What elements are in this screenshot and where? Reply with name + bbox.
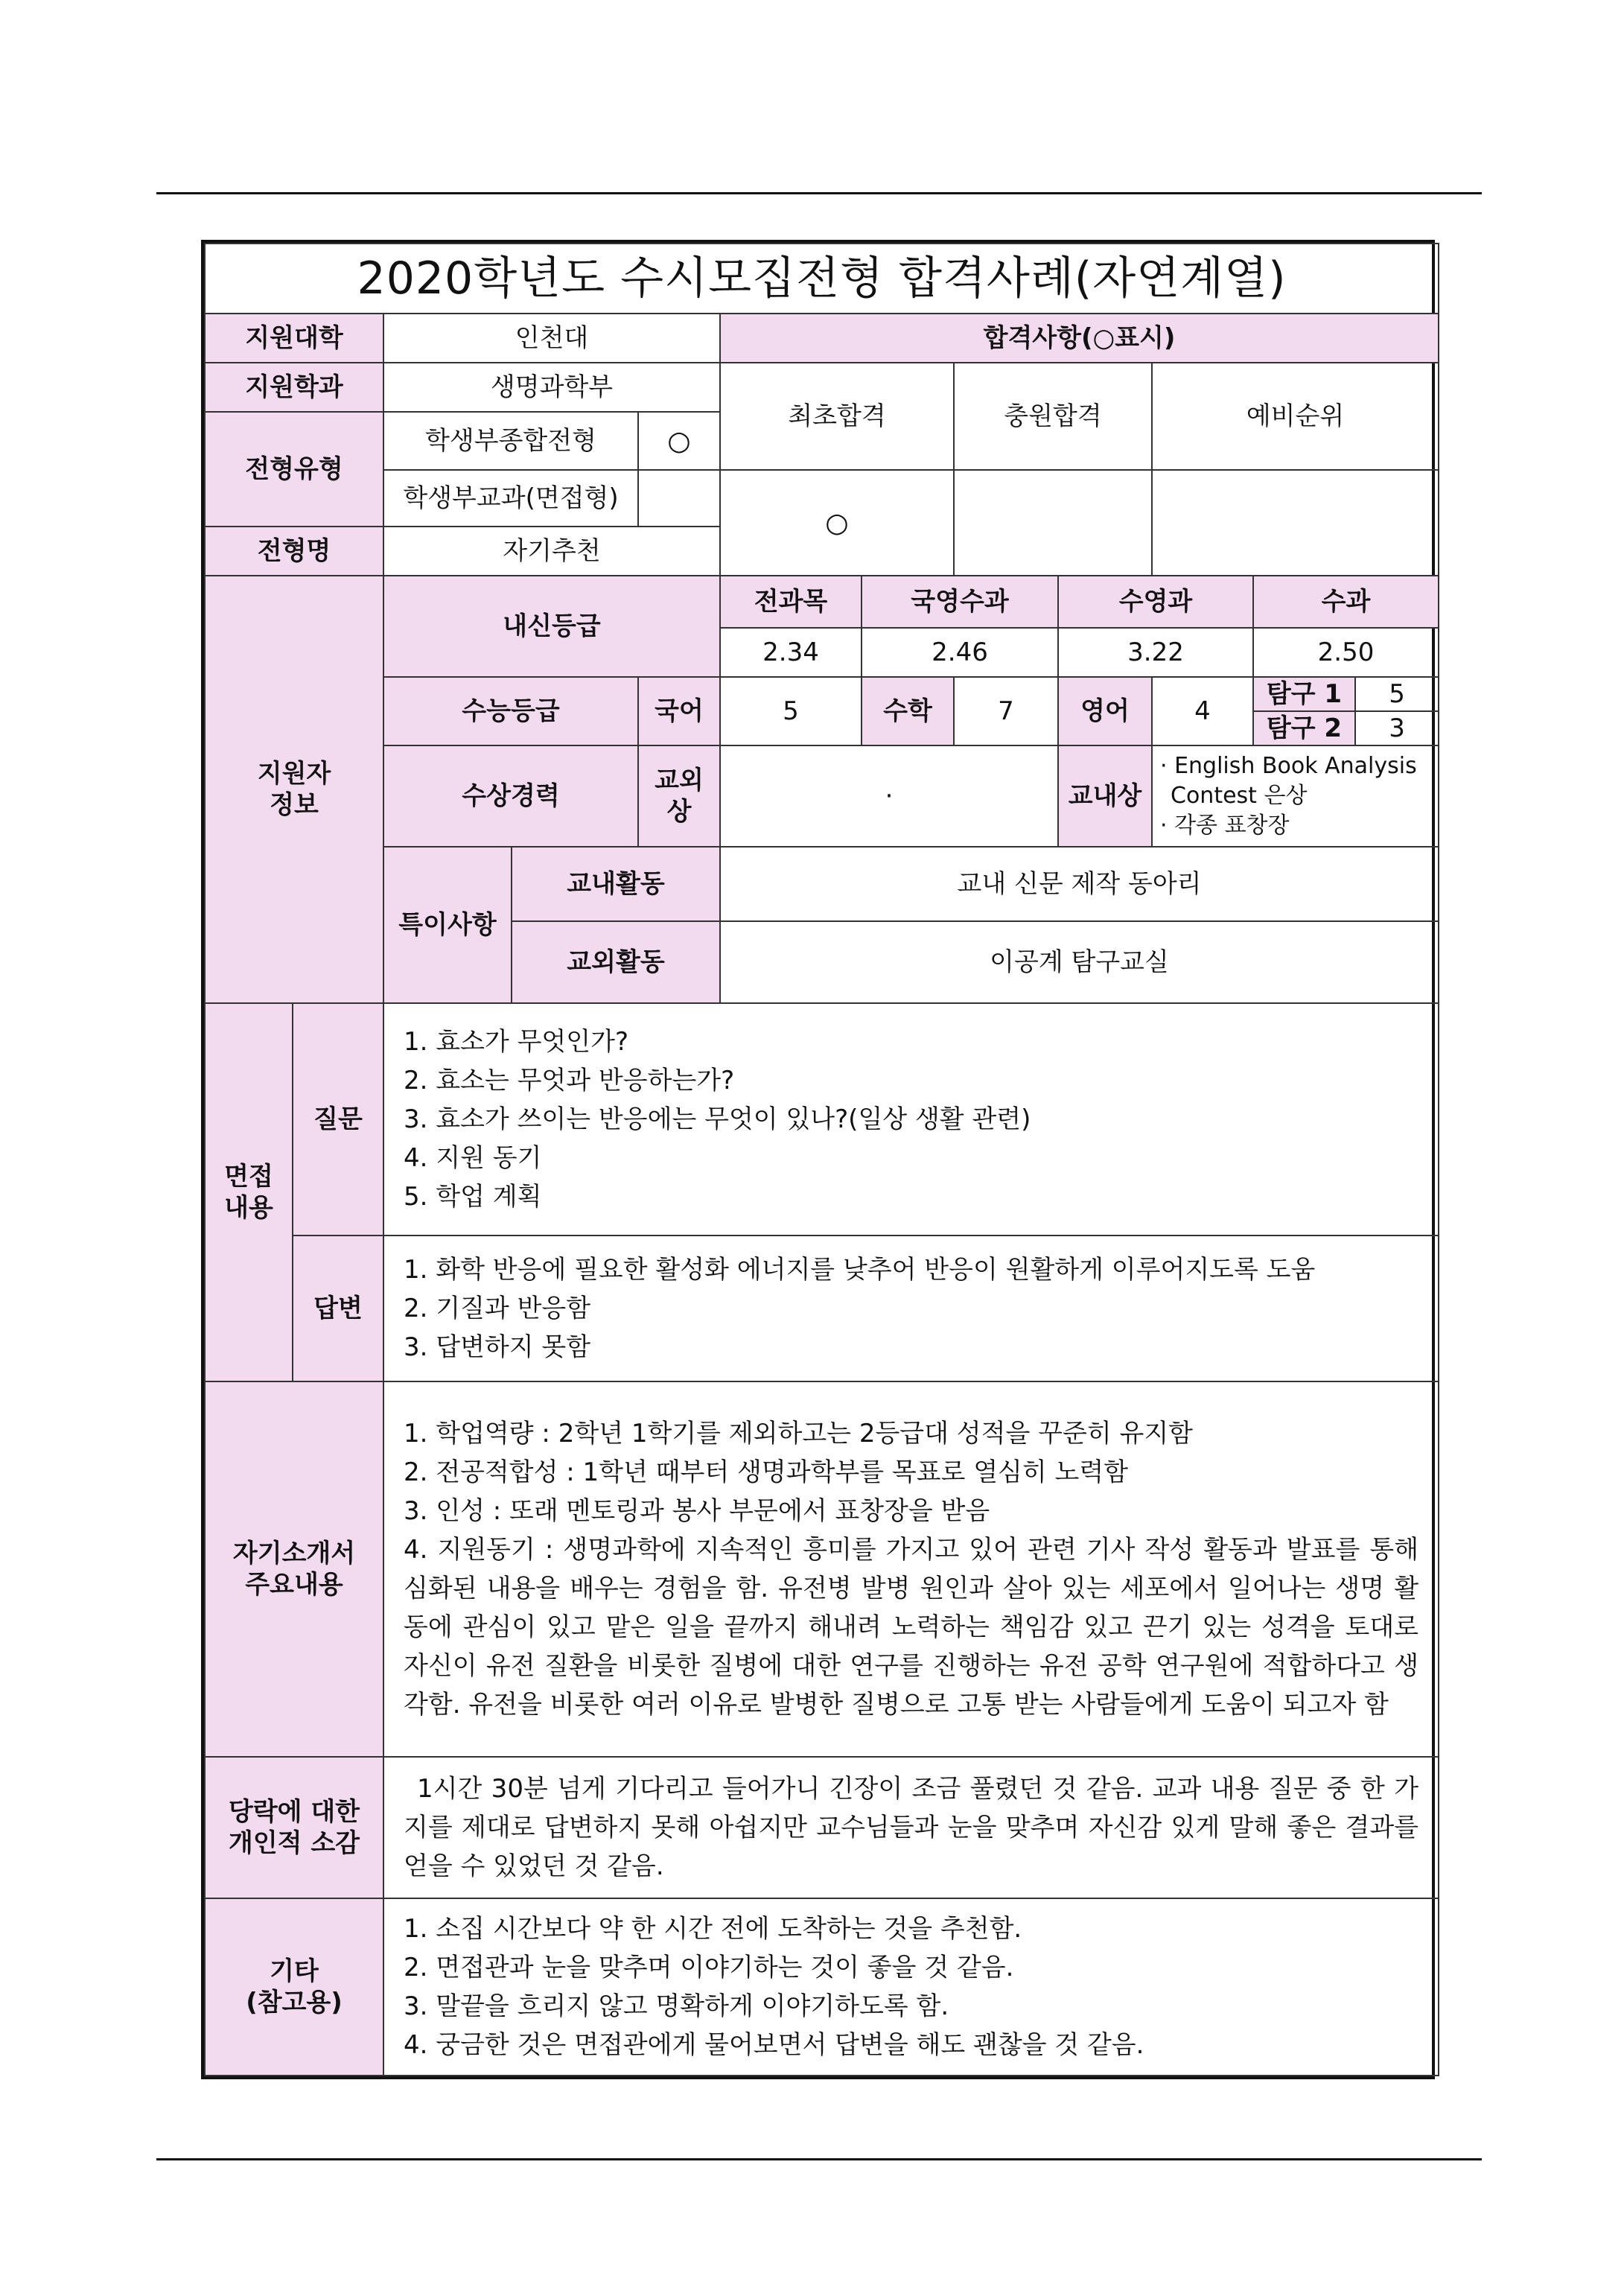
awards-outside-label: 교외상 xyxy=(638,745,720,847)
interview-answers xyxy=(383,1236,1439,1381)
special-in-value: 교내 신문 제작 동아리 xyxy=(720,847,1439,921)
applicant-label xyxy=(205,576,383,1003)
awards-outside-value: · xyxy=(720,745,1058,847)
awards-inside-line3: · 각종 표창장 xyxy=(1160,812,1290,839)
csat-inquiry2-value: 3 xyxy=(1355,711,1439,745)
interview-label-line2: 내용 xyxy=(224,1193,273,1223)
dept-value: 생명과학부 xyxy=(383,363,720,412)
univ-value: 인천대 xyxy=(383,314,720,363)
result-col-first: 최초합격 xyxy=(720,363,954,470)
gpa-header-all: 전과목 xyxy=(720,576,862,628)
question-item: 3. 효소가 쓰이는 반응에는 무엇이 있나?(일상 생활 관련) xyxy=(404,1104,1031,1134)
gpa-value-ms: 2.50 xyxy=(1253,628,1439,677)
result-mark-reserve xyxy=(1152,470,1439,576)
question-item: 1. 효소가 무엇인가? xyxy=(404,1027,629,1057)
feeling-label xyxy=(205,1757,383,1898)
gpa-value-mes: 3.22 xyxy=(1058,628,1253,677)
gpa-value-kems: 2.46 xyxy=(862,628,1058,677)
header-rule xyxy=(156,192,1482,194)
csat-math-label: 수학 xyxy=(862,677,954,745)
csat-inquiry2-label: 탐구 2 xyxy=(1253,711,1355,745)
intro-item: 1. 학업역량 : 2학년 1학기를 제외하고는 2등급대 성적을 꾸준히 유지함 xyxy=(404,1419,1194,1448)
special-out-value: 이공계 탐구교실 xyxy=(720,921,1439,1003)
csat-inquiry1-label: 탐구 1 xyxy=(1253,677,1355,711)
result-header: 합격사항(○표시) xyxy=(720,314,1439,363)
csat-english-value: 4 xyxy=(1152,677,1253,745)
result-mark-waitlist xyxy=(954,470,1152,576)
track-option-1: 학생부종합전형 xyxy=(383,412,638,470)
case-table xyxy=(204,243,1439,2076)
csat-inquiry1-value: 5 xyxy=(1355,677,1439,711)
etc-item: 2. 면접관과 눈을 맞추며 이야기하는 것이 좋을 것 같음. xyxy=(404,1953,1014,1982)
question-item: 5. 학업 계획 xyxy=(404,1182,542,1212)
result-mark-first: ○ xyxy=(720,470,954,576)
answer-item: 2. 기질과 반응함 xyxy=(404,1294,591,1323)
csat-korean-value: 5 xyxy=(720,677,862,745)
feeling-label-line2: 개인적 소감 xyxy=(228,1828,360,1858)
gpa-header-ms: 수과 xyxy=(1253,576,1439,628)
awards-label: 수상경력 xyxy=(383,745,638,847)
feeling-text: 1시간 30분 넘게 기다리고 들어가니 긴장이 조금 풀렸던 것 같음. 교과 내용 질문 중 한 가지를 제대로 답변하지 못해 아쉽지만 교수님들과 눈을 맞추며 자신감 있게 말해 좋은 결과를 얻을 수 있었던 것 같음. xyxy=(383,1757,1439,1898)
dept-label: 지원학과 xyxy=(205,363,383,412)
intro-label xyxy=(205,1381,383,1757)
track-option-1-mark: ○ xyxy=(638,412,720,470)
intro-item: 2. 전공적합성 : 1학년 때부터 생명과학부를 목표로 열심히 노력함 xyxy=(404,1457,1129,1487)
track-name-value: 자기추천 xyxy=(383,527,720,576)
interview-label-line1: 면접 xyxy=(224,1161,273,1192)
csat-english-label: 영어 xyxy=(1058,677,1152,745)
feeling-label-line1: 당락에 대한 xyxy=(228,1796,360,1827)
result-col-waitlist: 충원합격 xyxy=(954,363,1152,470)
answer-item: 1. 화학 반응에 필요한 활성화 에너지를 낮추어 반응이 원활하게 이루어지도록 도움 xyxy=(404,1255,1316,1285)
gpa-label: 내신등급 xyxy=(383,576,720,677)
awards-inside-value xyxy=(1152,745,1439,847)
etc-label-line2: (참고용) xyxy=(246,1988,343,2017)
csat-label: 수능등급 xyxy=(383,677,638,745)
interview-question-label: 질문 xyxy=(293,1003,383,1236)
awards-inside-line2: Contest 은상 xyxy=(1171,783,1308,809)
gpa-value-all: 2.34 xyxy=(720,628,862,677)
intro-label-line2: 주요내용 xyxy=(245,1570,343,1600)
page-title: 2020학년도 수시모집전형 합격사례(자연계열) xyxy=(205,244,1439,314)
etc-item: 3. 말끝을 흐리지 않고 명확하게 이야기하도록 함. xyxy=(404,1991,949,2021)
intro-item-motivation: 4. 지원동기 : 생명과학에 지속적인 흥미를 가지고 있어 관련 기사 작성 활동과 발표를 통해 심화된 내용을 배우는 경험을 함. 유전병 발병 원인과 살아 있는 세포에서 일어나는 생명 활동에 관심이 있고 맡은 일을 끝까지 해내려 노력하는 책임감 있고 끈기 있는 성격을 토대로 자신이 유전 질환을 비롯한 질병에 대한 연구를 진행하는 유전 공학 연구원에 적합하다고 생각함. 유전을 비롯한 여러 이유로 발병한 질병으로 고통 받는 사람들에게 도움이 되고자 함 xyxy=(404,1535,1419,1720)
special-out-label: 교외활동 xyxy=(512,921,720,1003)
etc-label xyxy=(205,1898,383,2076)
interview-answer-label: 답변 xyxy=(293,1236,383,1381)
univ-label: 지원대학 xyxy=(205,314,383,363)
applicant-label-line2: 정보 xyxy=(270,790,319,820)
track-name-label: 전형명 xyxy=(205,527,383,576)
admission-case-document xyxy=(201,240,1435,2079)
intro-contents xyxy=(383,1381,1439,1757)
awards-inside-label: 교내상 xyxy=(1058,745,1152,847)
result-col-reserve: 예비순위 xyxy=(1152,363,1439,470)
csat-math-value: 7 xyxy=(954,677,1058,745)
awards-inside-line1: · English Book Analysis xyxy=(1160,753,1417,779)
track-option-2-mark xyxy=(638,470,720,527)
interview-questions xyxy=(383,1003,1439,1236)
question-item: 4. 지원 동기 xyxy=(404,1143,542,1173)
track-option-2: 학생부교과(면접형) xyxy=(383,470,638,527)
etc-label-line1: 기타 xyxy=(270,1956,319,1986)
answer-item: 3. 답변하지 못함 xyxy=(404,1332,591,1362)
csat-korean-label: 국어 xyxy=(638,677,720,745)
intro-item: 3. 인성 : 또래 멘토링과 봉사 부문에서 표창장을 받음 xyxy=(404,1496,990,1526)
gpa-header-mes: 수영과 xyxy=(1058,576,1253,628)
etc-item: 4. 궁금한 것은 면접관에게 물어보면서 답변을 해도 괜찮을 것 같음. xyxy=(404,2030,1144,2060)
interview-label xyxy=(205,1003,293,1381)
special-in-label: 교내활동 xyxy=(512,847,720,921)
etc-item: 1. 소집 시간보다 약 한 시간 전에 도착하는 것을 추천함. xyxy=(404,1914,1022,1944)
etc-contents xyxy=(383,1898,1439,2076)
question-item: 2. 효소는 무엇과 반응하는가? xyxy=(404,1066,735,1095)
intro-label-line1: 자기소개서 xyxy=(232,1538,356,1568)
applicant-label-line1: 지원자 xyxy=(257,758,331,789)
footer-rule xyxy=(156,2158,1482,2160)
track-label: 전형유형 xyxy=(205,412,383,527)
gpa-header-kems: 국영수과 xyxy=(862,576,1058,628)
special-label: 특이사항 xyxy=(383,847,512,1003)
